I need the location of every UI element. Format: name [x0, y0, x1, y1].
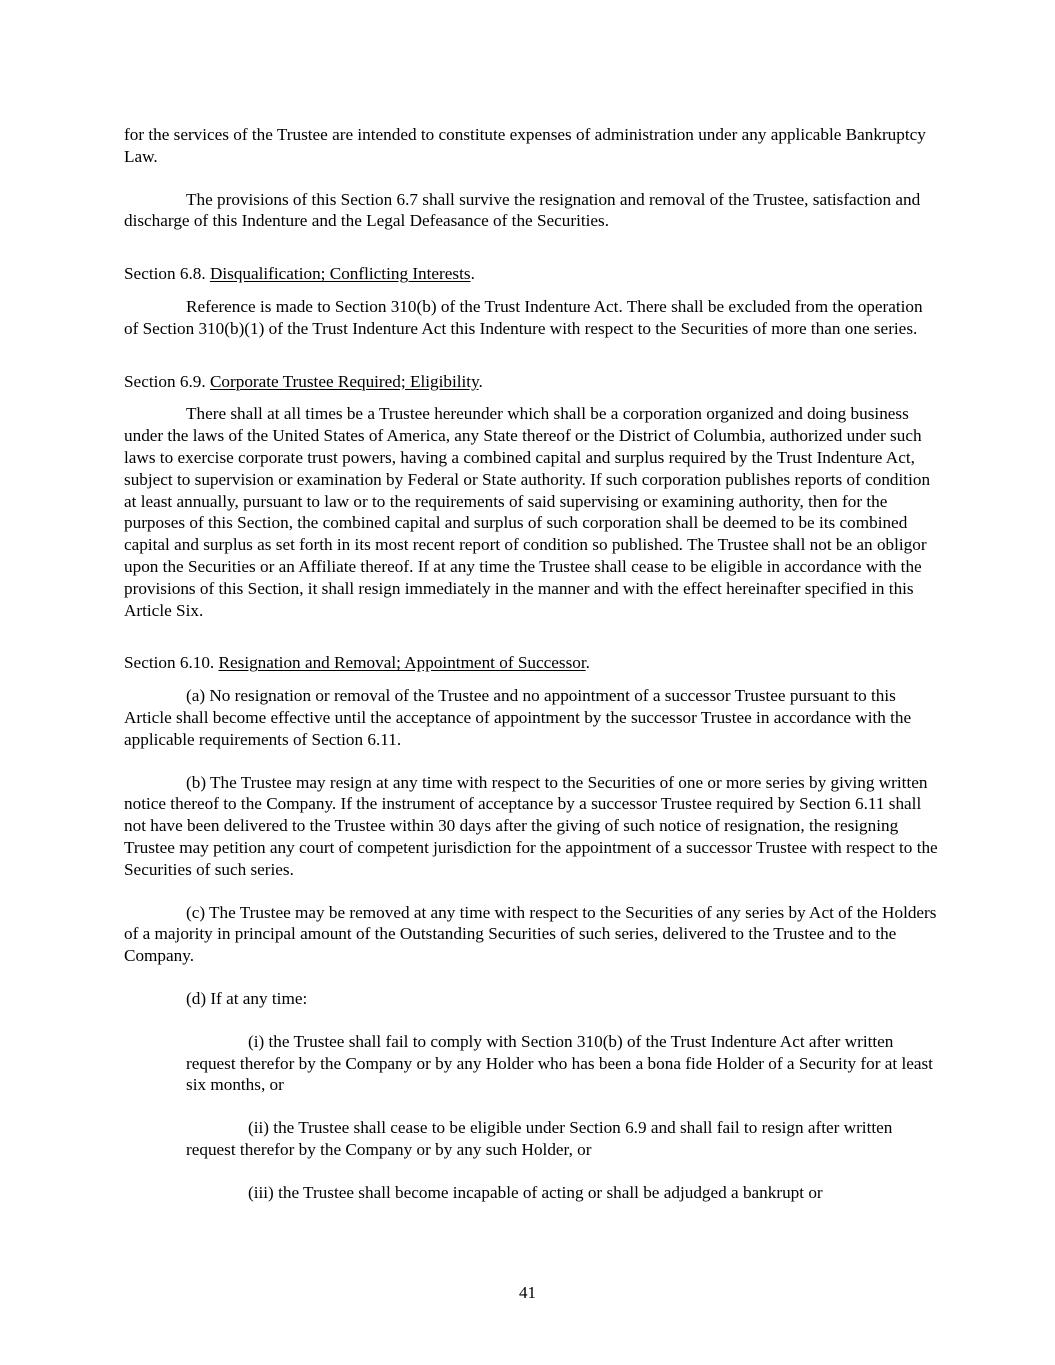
section-6-10-clause-d-i: (i) the Trustee shall fail to comply with Section 310(b) of the Trust Indenture Act after written request therefor by the Company or by any Holder who has been a bona fide Holder of a Security for at least six months, or	[186, 1031, 933, 1095]
section-6-9-number: Section 6.9.	[124, 371, 210, 391]
section-6-10-clause-c: (c) The Trustee may be removed at any time with respect to the Securities of any series by Act of the Holders of a majority in principal amount of the Outstanding Securities of such series, delivered to the Trustee and to the Company.	[124, 902, 937, 966]
section-6-10-clause-d: (d) If at any time:	[186, 988, 308, 1008]
section-6-10-clause-d-iii: (iii) the Trustee shall become incapable of acting or shall be adjudged a bankrupt or	[248, 1182, 823, 1202]
section-6-9-body: There shall at all times be a Trustee hereunder which shall be a corporation organized and doing business under the laws of the United States of America, any State thereof or the District of Columbia, authorized under such laws to exercise corporate trust powers, having a combined capital and surplus required by the Trust Indenture Act, subject to supervision or examination by Federal or State authority. If such corporation publishes reports of condition at least annually, pursuant to law or to the requirements of said supervising or examining authority, then for the purposes of this Section, the combined capital and surplus of such corporation shall be deemed to be its combined capital and surplus as set forth in its most recent report of condition so published. The Trustee shall not be an obligor upon the Securities or an Affiliate thereof. If at any time the Trustee shall cease to be eligible in accordance with the provisions of this Section, it shall resign immediately in the manner and with the effect hereinafter specified in this Article Six.	[124, 404, 931, 620]
section-6-10-period: .	[585, 653, 590, 673]
document-page	[124, 124, 938, 1203]
section-6-9-title: Corporate Trustee Required; Eligibility	[209, 371, 479, 391]
paragraph-continuation: for the services of the Trustee are intended to constitute expenses of administration under any applicable Bankruptcy Law.	[124, 125, 926, 166]
section-6-10-clause-d-ii: (ii) the Trustee shall cease to be eligible under Section 6.9 and shall fail to resign after written request therefor by the Company or by any such Holder, or	[186, 1118, 893, 1159]
section-6-10-heading	[124, 652, 938, 674]
section-6-8-number: Section 6.8.	[124, 264, 210, 284]
section-6-8-body: Reference is made to Section 310(b) of the Trust Indenture Act. There shall be excluded from the operation of Section 310(b)(1) of the Trust Indenture Act this Indenture with respect to the Securities of more than one series.	[124, 296, 923, 338]
section-6-9-period: .	[478, 371, 483, 391]
section-6-10-clause-b: (b) The Trustee may resign at any time with respect to the Securities of one or more series by giving written notice thereof to the Company. If the instrument of acceptance by a successor Trustee required by Section 6.11 shall not have been delivered to the Trustee within 30 days after the giving of such notice of resignation, the resigning Trustee may petition any court of competent jurisdiction for the appointment of a successor Trustee with respect to the Securities of such series.	[124, 772, 938, 879]
section-6-10-title: Resignation and Removal; Appointment of Successor	[218, 653, 586, 673]
section-6-8-heading	[124, 263, 938, 285]
paragraph-section-6-7-survival: The provisions of this Section 6.7 shall survive the resignation and removal of the Trustee, satisfaction and discharge of this Indenture and the Legal Defeasance of the Securities.	[124, 189, 921, 231]
section-6-8-title: Disqualification; Conflicting Interests	[209, 264, 471, 284]
page-number: 41	[519, 1283, 536, 1302]
section-6-9-heading	[124, 371, 938, 393]
section-6-8-period: .	[470, 264, 475, 284]
section-6-10-clause-a: (a) No resignation or removal of the Trustee and no appointment of a successor Trustee pursuant to this Article shall become effective until the acceptance of appointment by the successor Trustee in accordance with the applicable requirements of Section 6.11.	[124, 686, 912, 749]
section-6-10-number: Section 6.10.	[124, 653, 219, 673]
